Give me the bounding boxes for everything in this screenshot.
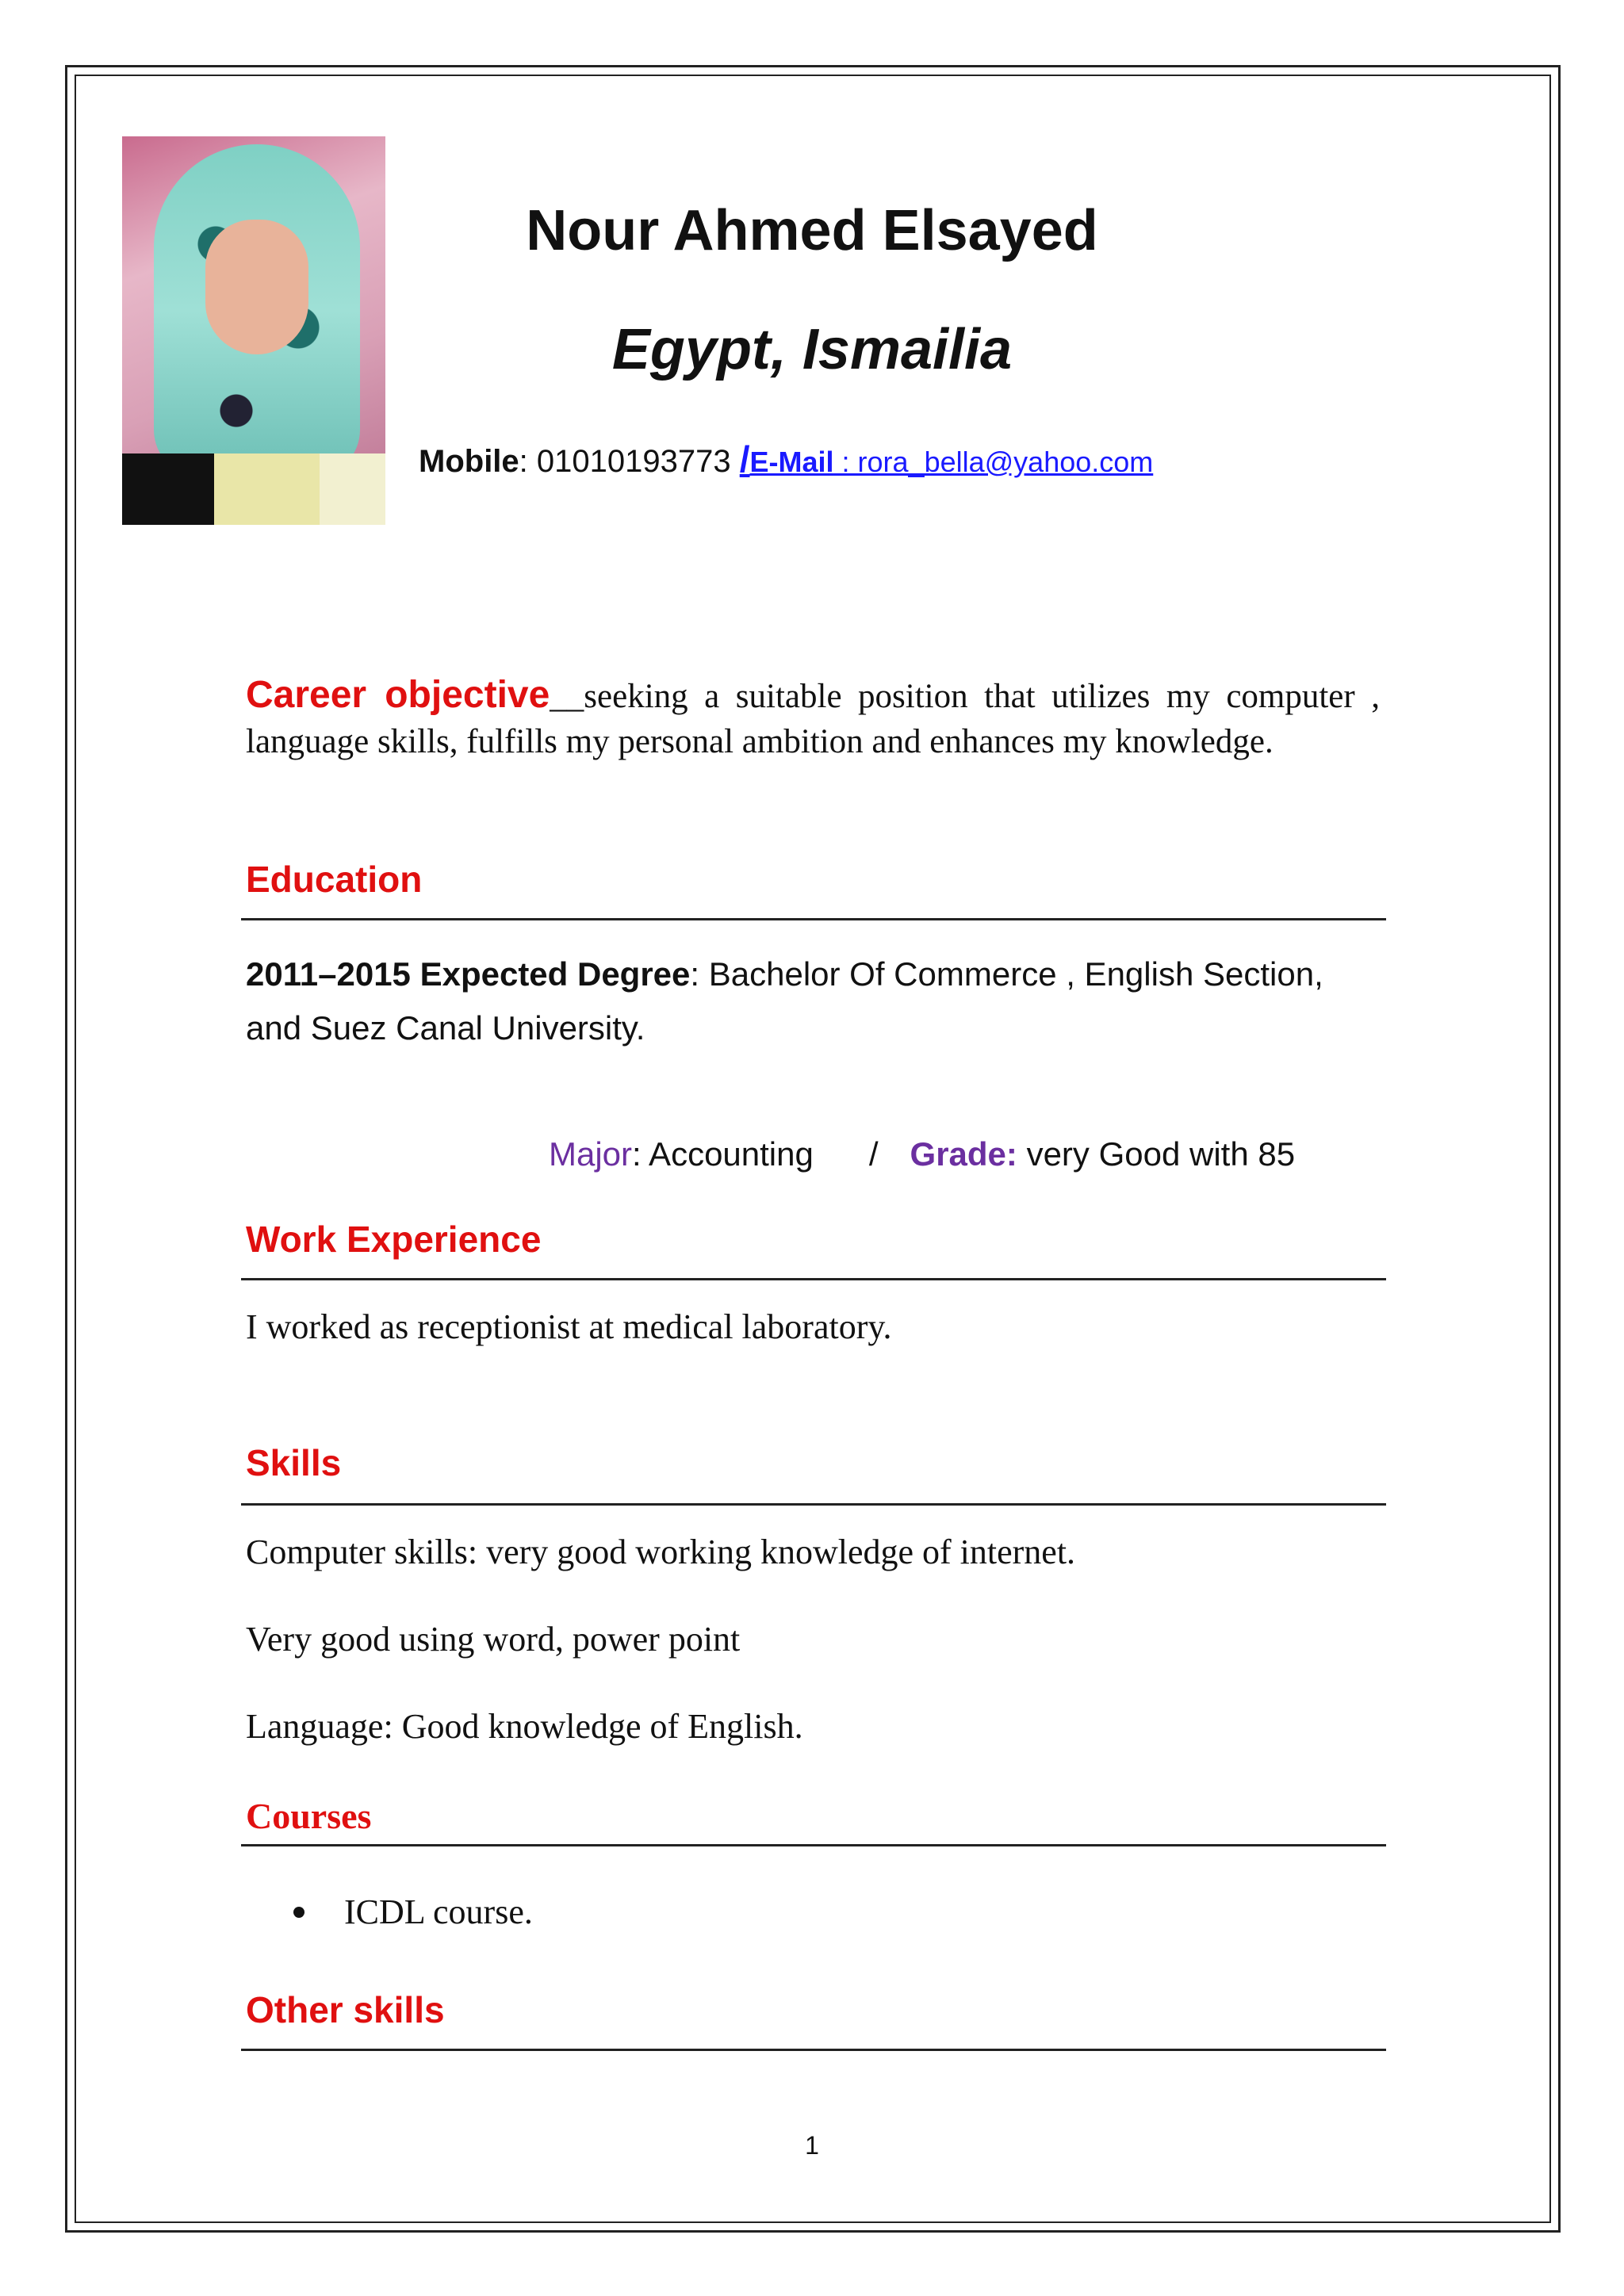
grade-value: very Good with 85 bbox=[1017, 1135, 1296, 1173]
education-heading: Education bbox=[246, 859, 423, 900]
course-item bbox=[293, 1892, 533, 1932]
education-years: 2011–2015 bbox=[246, 955, 420, 993]
education-divider bbox=[241, 918, 1386, 920]
work-heading: Work Experience bbox=[246, 1219, 542, 1260]
objective-label: Career objective bbox=[246, 674, 550, 716]
skill-line: Computer skills: very good working knowledge of internet. bbox=[246, 1533, 1076, 1571]
courses-heading: Courses bbox=[246, 1796, 372, 1836]
work-text: I worked as receptionist at medical laboratory. bbox=[246, 1307, 892, 1346]
skills-divider bbox=[241, 1503, 1386, 1506]
candidate-location: Egypt, Ismailia bbox=[611, 318, 1013, 381]
degree-text: : Bachelor Of Commerce , English Section, and Suez Canal University. bbox=[246, 955, 1323, 1047]
major-label: Major bbox=[549, 1135, 633, 1173]
bullet-icon bbox=[293, 1907, 304, 1918]
course-item-text: ICDL course. bbox=[344, 1892, 533, 1931]
grade-label: Grade: bbox=[910, 1135, 1017, 1173]
degree-label: Expected Degree bbox=[419, 955, 691, 993]
major-value: : Accounting bbox=[632, 1135, 814, 1173]
major-separator: / bbox=[868, 1135, 879, 1173]
mobile-label: Mobile bbox=[419, 444, 519, 479]
email-link[interactable]: : rora_bella@yahoo.com bbox=[833, 446, 1154, 478]
courses-divider bbox=[241, 1844, 1386, 1846]
mobile-value: : 01010193773 bbox=[519, 444, 740, 479]
major-grade-line bbox=[549, 1135, 1295, 1173]
work-divider bbox=[241, 1278, 1386, 1280]
education-entry bbox=[246, 947, 1380, 1055]
other-skills-heading: Other skills bbox=[246, 1989, 445, 2030]
skill-line: Very good using word, power point bbox=[246, 1620, 741, 1659]
objective-text: __seeking a suitable position that utilizes my computer , language skills, fulfills my personal ambition and enhances my knowledge. bbox=[246, 678, 1380, 760]
skills-heading: Skills bbox=[246, 1442, 342, 1483]
photo-body bbox=[122, 453, 385, 525]
other-skills-divider bbox=[241, 2049, 1386, 2051]
candidate-name: Nour Ahmed Elsayed bbox=[526, 199, 1098, 262]
contact-separator: / bbox=[739, 438, 750, 480]
career-objective bbox=[246, 672, 1380, 764]
page-number: 1 bbox=[805, 2131, 819, 2160]
skill-line: Language: Good knowledge of English. bbox=[246, 1707, 803, 1746]
email-label[interactable]: E-Mail bbox=[749, 446, 834, 478]
contact-line bbox=[419, 438, 1153, 480]
